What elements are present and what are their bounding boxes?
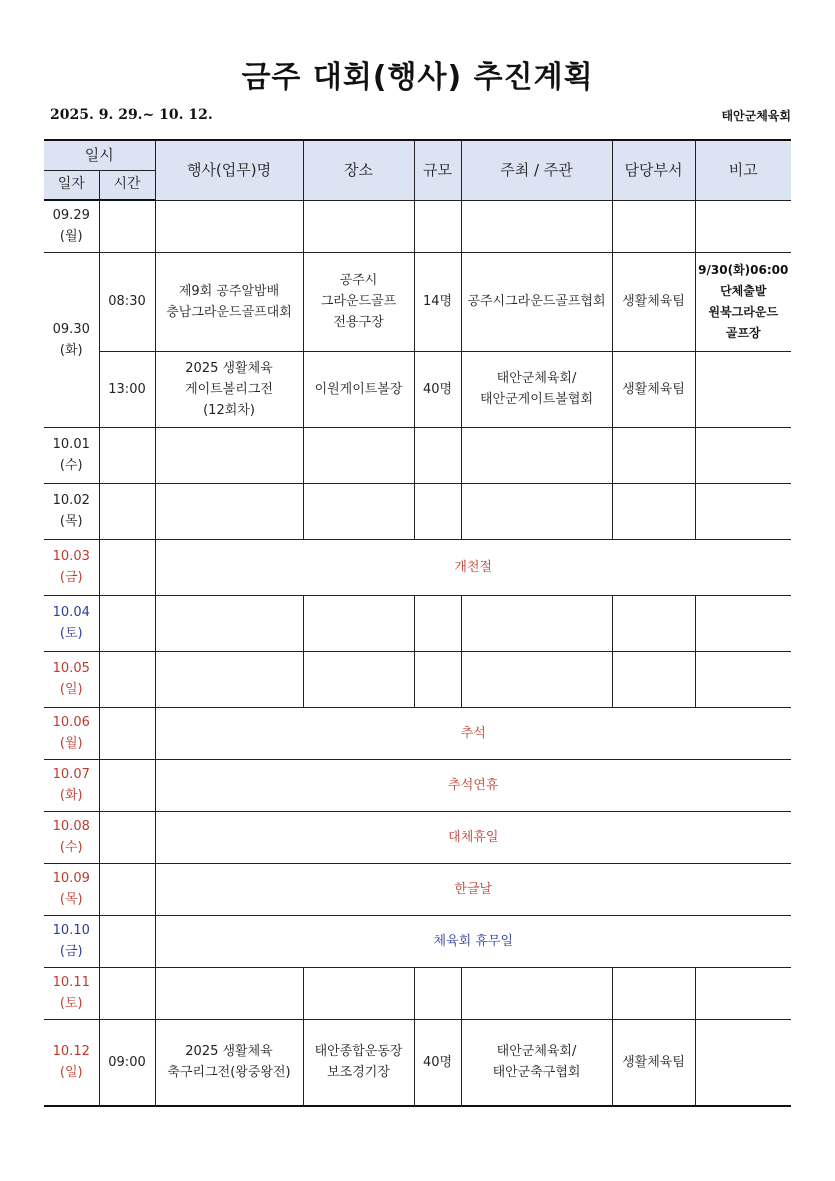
holiday-cell: 한글날	[155, 863, 791, 915]
header-event: 행사(업무)명	[155, 140, 303, 200]
date-cell: 10.06 (월)	[44, 707, 99, 759]
event-name-cell: 2025 생활체육 축구리그전(왕중왕전)	[155, 1019, 303, 1106]
table-row	[44, 1019, 791, 1106]
date-cell: 10.12 (일)	[44, 1019, 99, 1106]
scale-cell: 14명	[414, 252, 461, 351]
table-row	[44, 651, 791, 707]
table-row	[44, 863, 791, 915]
holiday-cell: 대체휴일	[155, 811, 791, 863]
header-time: 시간	[99, 170, 155, 200]
date-cell: 10.03 (금)	[44, 539, 99, 595]
time-cell: 13:00	[99, 351, 155, 427]
table-row	[44, 759, 791, 811]
period-range: 2025. 9. 29.~ 10. 12.	[50, 107, 213, 123]
schedule-table	[44, 139, 791, 1107]
date-cell: 10.05 (일)	[44, 651, 99, 707]
table-row	[44, 967, 791, 1019]
date-cell: 09.30 (화)	[44, 252, 99, 427]
date-cell: 10.10 (금)	[44, 915, 99, 967]
holiday-cell: 체육회 휴무일	[155, 915, 791, 967]
dept-cell: 생활체육팀	[612, 252, 695, 351]
event-name-cell: 제9회 공주알밤배 충남그라운드골프대회	[155, 252, 303, 351]
time-cell: 08:30	[99, 252, 155, 351]
date-cell: 10.04 (토)	[44, 595, 99, 651]
date-cell: 10.01 (수)	[44, 427, 99, 483]
event-name-cell: 2025 생활체육 게이트볼리그전 (12회차)	[155, 351, 303, 427]
page-title: 금주 대회(행사) 추진계획	[241, 60, 594, 95]
table-row	[44, 252, 791, 351]
date-cell: 10.08 (수)	[44, 811, 99, 863]
table-row	[44, 595, 791, 651]
table-row	[44, 200, 791, 252]
host-cell: 공주시그라운드골프협회	[461, 252, 612, 351]
place-cell: 공주시 그라운드골프 전용구장	[303, 252, 414, 351]
scale-cell: 40명	[414, 351, 461, 427]
table-row	[44, 811, 791, 863]
date-cell: 09.29 (월)	[44, 200, 99, 252]
host-cell: 태안군체육회/ 태안군게이트볼협회	[461, 351, 612, 427]
organization-name: 태안군체육회	[721, 109, 791, 123]
header-ilsi: 일시	[44, 140, 155, 170]
scale-cell: 40명	[414, 1019, 461, 1106]
table-row	[44, 427, 791, 483]
place-cell: 태안종합운동장 보조경기장	[303, 1019, 414, 1106]
table-row	[44, 915, 791, 967]
date-cell: 10.09 (목)	[44, 863, 99, 915]
host-cell: 태안군체육회/ 태안군축구협회	[461, 1019, 612, 1106]
table-row	[44, 483, 791, 539]
holiday-cell: 추석연휴	[155, 759, 791, 811]
table-row	[44, 351, 791, 427]
dept-cell: 생활체육팀	[612, 351, 695, 427]
header-place: 장소	[303, 140, 414, 200]
table-row	[44, 707, 791, 759]
dept-cell: 생활체육팀	[612, 1019, 695, 1106]
header-scale: 규모	[414, 140, 461, 200]
holiday-cell: 추석	[155, 707, 791, 759]
header-date: 일자	[44, 170, 99, 200]
date-cell: 10.11 (토)	[44, 967, 99, 1019]
header-host: 주최 / 주관	[461, 140, 612, 200]
date-cell: 10.02 (목)	[44, 483, 99, 539]
table-row	[44, 539, 791, 595]
place-cell: 이원게이트볼장	[303, 351, 414, 427]
header-note: 비고	[695, 140, 791, 200]
date-cell: 10.07 (화)	[44, 759, 99, 811]
header-dept: 담당부서	[612, 140, 695, 200]
holiday-cell: 개천절	[155, 539, 791, 595]
note-cell: 9/30(화)06:00 단체출발 원북그라운드 골프장	[695, 252, 791, 351]
time-cell: 09:00	[99, 1019, 155, 1106]
